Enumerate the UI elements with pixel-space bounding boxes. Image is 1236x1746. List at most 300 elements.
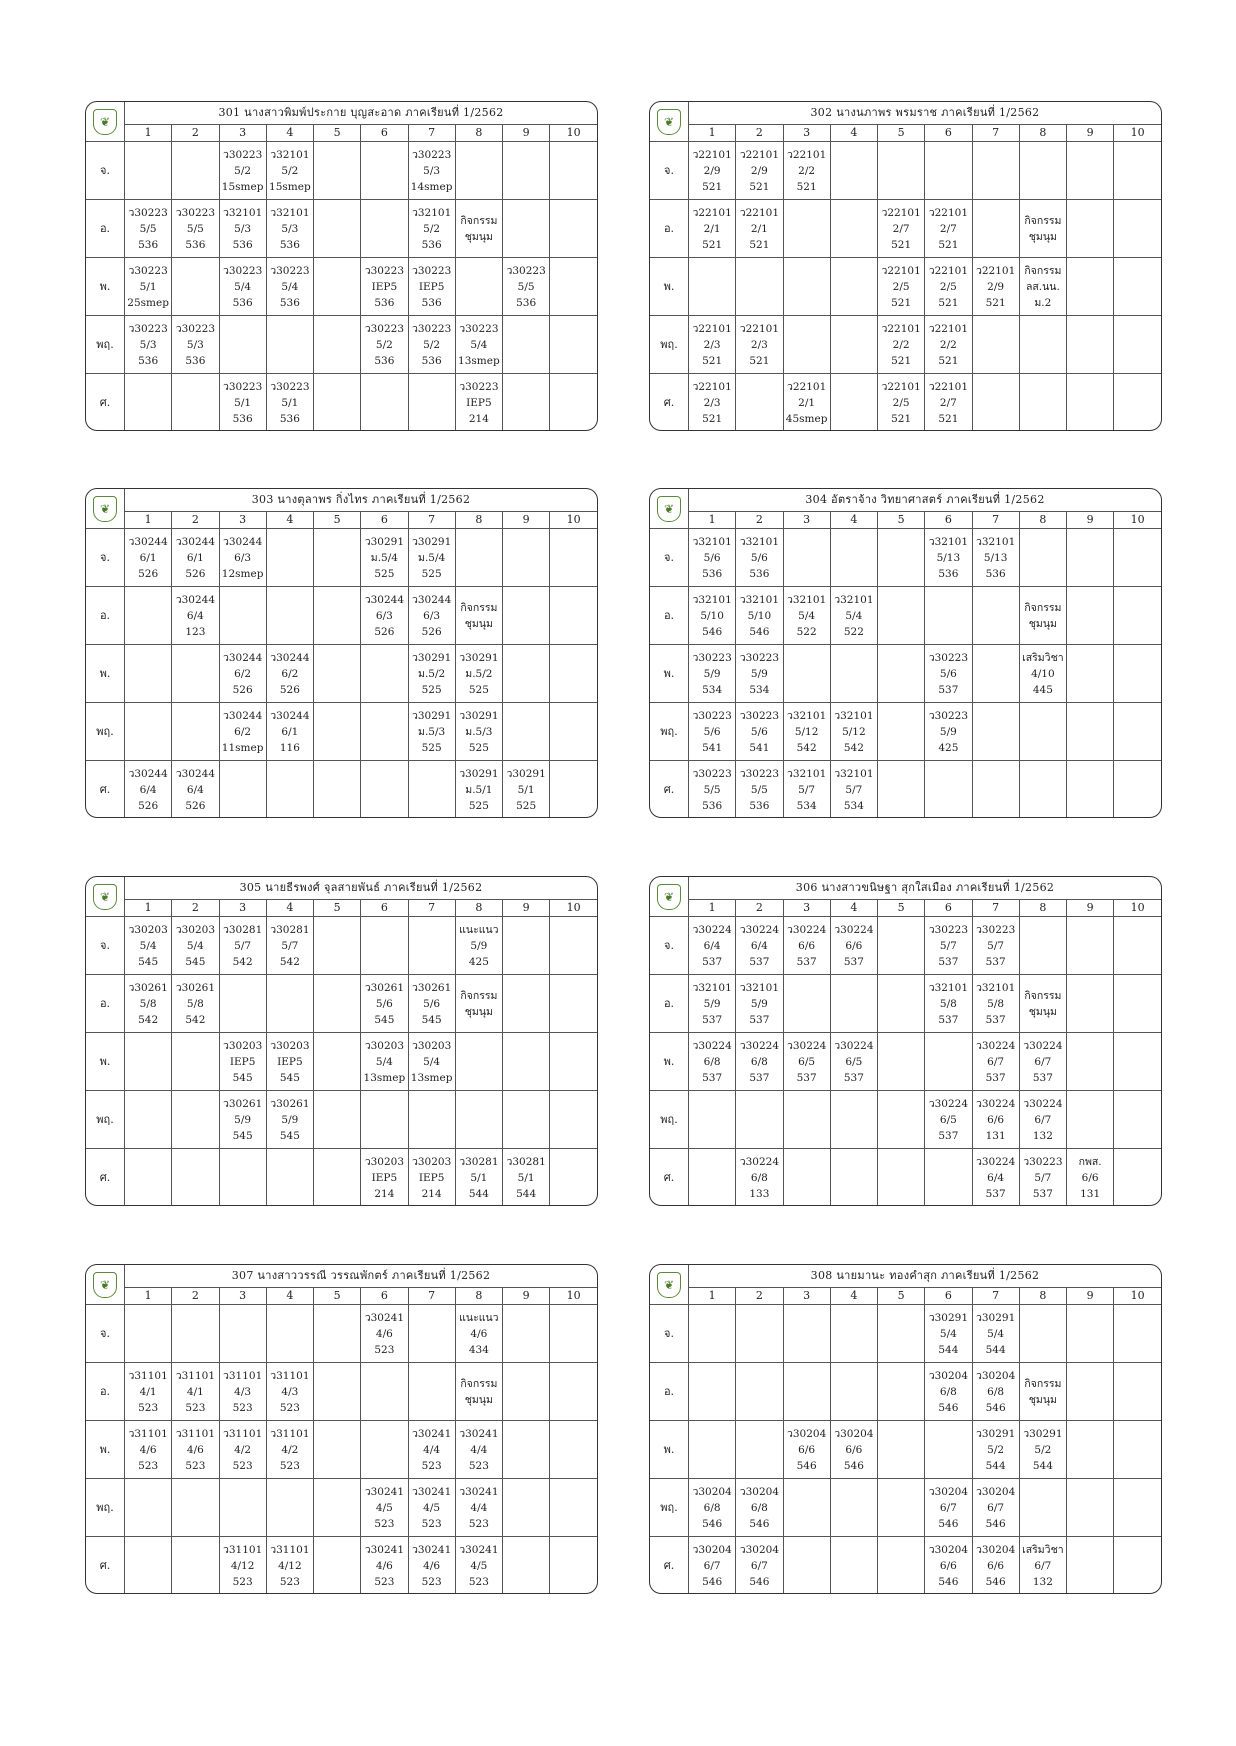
period-number: 4	[266, 1288, 313, 1305]
class-slot-line: 4/12	[230, 1559, 255, 1572]
class-slot	[925, 1537, 972, 1595]
class-slot-line: ม.5/4	[418, 551, 446, 564]
class-slot	[830, 975, 877, 1033]
class-slot-line: 214	[421, 1187, 442, 1200]
class-slot	[1019, 1033, 1066, 1091]
schedule-table	[86, 877, 597, 1206]
class-slot	[503, 142, 550, 200]
class-slot-line: ว30223	[1023, 1155, 1063, 1168]
schedule-table	[650, 102, 1161, 431]
class-slot-line: ว30223	[411, 322, 452, 335]
class-slot	[550, 1149, 597, 1207]
class-slot-line: 542	[138, 1013, 159, 1026]
period-number: 7	[972, 900, 1019, 917]
class-slot	[125, 529, 172, 587]
class-slot-line: ว30223	[739, 709, 780, 722]
class-slot	[1114, 587, 1161, 645]
class-slot	[125, 703, 172, 761]
class-slot-line: 526	[138, 567, 159, 580]
day-label: พฤ.	[86, 316, 125, 374]
period-number: 3	[783, 1288, 830, 1305]
class-slot-line: IEP5	[418, 280, 445, 293]
class-slot	[314, 1537, 361, 1595]
class-slot	[361, 316, 408, 374]
period-number: 1	[689, 125, 736, 142]
class-slot-line: 4/6	[375, 1327, 393, 1340]
class-slot-line: ว22101	[739, 322, 780, 335]
class-slot	[455, 1479, 502, 1537]
class-slot-line: 545	[421, 1013, 442, 1026]
class-slot-line: ว30203	[411, 1155, 452, 1168]
class-slot	[408, 1537, 455, 1595]
class-slot-line: 537	[702, 1071, 723, 1084]
period-number: 5	[314, 512, 361, 529]
class-slot-line: 5/9	[750, 667, 768, 680]
class-slot-line: ว30291	[506, 767, 546, 780]
period-number: 5	[314, 125, 361, 142]
class-slot	[689, 1537, 736, 1595]
class-slot	[925, 1033, 972, 1091]
class-slot-line: ว32101	[786, 593, 827, 606]
class-slot-line: 534	[702, 683, 723, 696]
class-slot	[503, 529, 550, 587]
class-slot-line: 525	[421, 567, 442, 580]
class-slot	[314, 1149, 361, 1207]
class-slot-line: 526	[185, 799, 206, 812]
class-slot-line: 525	[421, 683, 442, 696]
class-slot	[783, 917, 830, 975]
schedule-title: 308 นายมานะ ทองคำสุก ภาคเรียนที่ 1/2562	[689, 1265, 1162, 1288]
day-row	[86, 142, 597, 200]
class-slot-line: 445	[1032, 683, 1053, 696]
class-slot-line: 6/5	[798, 1055, 816, 1068]
class-slot-line: ว30291	[975, 1311, 1016, 1324]
class-slot-line: ว30261	[128, 981, 168, 994]
class-slot-line: กิจกรรม	[1024, 989, 1062, 1002]
class-slot-line: 5/2	[423, 222, 441, 235]
class-slot	[314, 1479, 361, 1537]
class-slot-line: ว30223	[175, 206, 216, 219]
class-slot	[783, 258, 830, 316]
class-slot-line: 5/4	[375, 1055, 393, 1068]
class-slot-line: ว30224	[834, 923, 874, 936]
class-slot-line: 526	[185, 567, 206, 580]
class-slot	[972, 587, 1019, 645]
class-slot	[1067, 1537, 1114, 1595]
period-number: 1	[125, 125, 172, 142]
class-slot	[830, 703, 877, 761]
class-slot	[878, 703, 925, 761]
class-slot	[314, 645, 361, 703]
class-slot	[219, 761, 266, 819]
class-slot	[314, 142, 361, 200]
period-number: 4	[266, 125, 313, 142]
school-logo-cell	[86, 102, 125, 142]
class-slot-line: 5/10	[747, 609, 772, 622]
class-slot-line: ลส.นน.	[1025, 280, 1060, 293]
class-slot-line: 4/4	[470, 1501, 488, 1514]
class-slot-line: ว22101	[739, 148, 780, 161]
class-slot	[1067, 587, 1114, 645]
class-slot-line: 12smep	[221, 567, 264, 580]
class-slot	[689, 529, 736, 587]
class-slot-line: 526	[138, 799, 159, 812]
class-slot-line: 537	[749, 1071, 770, 1084]
class-slot-line: 425	[938, 741, 959, 754]
class-slot	[689, 374, 736, 432]
class-slot	[1019, 529, 1066, 587]
period-number: 8	[1019, 900, 1066, 917]
class-slot-line: 6/6	[798, 939, 816, 952]
period-number: 6	[361, 512, 408, 529]
class-slot-line: ว30224	[975, 1039, 1016, 1052]
class-slot-line: 132	[1032, 1129, 1053, 1142]
class-slot	[455, 1421, 502, 1479]
class-slot-line: 434	[468, 1343, 489, 1356]
day-row	[650, 1421, 1161, 1479]
class-slot-line: 5/7	[234, 939, 252, 952]
class-slot-line: 5/7	[281, 939, 299, 952]
day-row	[86, 975, 597, 1033]
day-row	[650, 703, 1161, 761]
class-slot-line: 2/3	[703, 338, 721, 351]
class-slot-line: ว30281	[222, 923, 263, 936]
class-slot	[503, 1479, 550, 1537]
class-slot-line: ว32101	[739, 535, 780, 548]
class-slot	[266, 1091, 313, 1149]
day-row	[86, 258, 597, 316]
class-slot-line: 2/2	[892, 338, 910, 351]
class-slot	[878, 258, 925, 316]
day-label: อ.	[86, 587, 125, 645]
class-slot-line: ว30223	[739, 651, 780, 664]
class-slot-line: 536	[374, 296, 395, 309]
class-slot-line: 5/7	[798, 783, 816, 796]
class-slot	[455, 1091, 502, 1149]
class-slot	[1067, 1421, 1114, 1479]
class-slot-line: 5/8	[139, 997, 157, 1010]
class-slot	[1114, 1479, 1161, 1537]
class-slot	[830, 1363, 877, 1421]
class-slot-line: 546	[749, 1575, 770, 1588]
class-slot	[1067, 1363, 1114, 1421]
class-slot	[361, 761, 408, 819]
class-slot-line: 536	[702, 567, 723, 580]
class-slot-line: 116	[279, 741, 300, 754]
class-slot	[266, 374, 313, 432]
class-slot	[783, 645, 830, 703]
class-slot	[736, 529, 783, 587]
class-slot	[219, 142, 266, 200]
class-slot-line: 2/1	[798, 396, 816, 409]
schedule-title: 304 อัตราจ้าง วิทยาศาสตร์ ภาคเรียนที่ 1/2562	[689, 489, 1162, 512]
class-slot	[408, 1149, 455, 1207]
period-number: 2	[736, 900, 783, 917]
class-slot	[408, 703, 455, 761]
class-slot	[219, 1149, 266, 1207]
class-slot-line: ชุมนุม	[464, 1393, 493, 1406]
class-slot-line: ว30204	[975, 1543, 1016, 1556]
class-slot	[361, 1149, 408, 1207]
class-slot-line: 5/4	[845, 609, 863, 622]
class-slot-line: ว31101	[128, 1369, 168, 1382]
class-slot-line: 5/1	[517, 783, 535, 796]
class-slot	[266, 645, 313, 703]
class-slot-line: 523	[468, 1459, 489, 1472]
class-slot	[783, 1091, 830, 1149]
class-slot-line: 2/2	[939, 338, 957, 351]
class-slot	[1067, 200, 1114, 258]
class-slot-line: ว30241	[364, 1485, 405, 1498]
class-slot	[925, 1479, 972, 1537]
class-slot	[1019, 316, 1066, 374]
class-slot-line: 523	[468, 1517, 489, 1530]
class-slot-line: 6/6	[987, 1559, 1005, 1572]
class-slot-line: 536	[232, 238, 253, 251]
class-slot-line: 5/8	[186, 997, 204, 1010]
class-slot	[219, 1305, 266, 1363]
class-slot-line: ชุมนุม	[464, 230, 493, 243]
class-slot	[455, 645, 502, 703]
day-row	[650, 1091, 1161, 1149]
class-slot-line: ว30203	[411, 1039, 452, 1052]
class-slot	[550, 529, 597, 587]
period-number: 5	[878, 900, 925, 917]
class-slot-line: 6/7	[987, 1501, 1005, 1514]
class-slot-line: 6/3	[375, 609, 393, 622]
period-number: 10	[550, 125, 597, 142]
period-number: 7	[972, 125, 1019, 142]
class-slot-line: 536	[138, 238, 159, 251]
period-number: 2	[172, 512, 219, 529]
class-slot	[1114, 1305, 1161, 1363]
schedule-title: 305 นายธีรพงศ์ จุลสายพันธ์ ภาคเรียนที่ 1/2562	[125, 877, 598, 900]
class-slot-line: 6/3	[234, 551, 252, 564]
class-slot	[455, 917, 502, 975]
class-slot-line: ว32101	[975, 981, 1016, 994]
class-slot-line: 521	[749, 238, 770, 251]
class-slot	[736, 1363, 783, 1421]
school-emblem-icon: ❦	[93, 1272, 117, 1298]
class-slot	[503, 645, 550, 703]
class-slot	[783, 1033, 830, 1091]
class-slot	[689, 645, 736, 703]
period-number: 7	[408, 1288, 455, 1305]
day-label: พฤ.	[650, 703, 689, 761]
class-slot-line: 545	[279, 1071, 300, 1084]
day-row	[86, 703, 597, 761]
class-slot	[736, 1537, 783, 1595]
period-number: 2	[736, 512, 783, 529]
class-slot-line: 522	[796, 625, 817, 638]
class-slot-line: 521	[702, 238, 723, 251]
period-number: 8	[1019, 512, 1066, 529]
class-slot-line: 5/6	[750, 725, 768, 738]
class-slot	[266, 1479, 313, 1537]
day-label: พ.	[650, 258, 689, 316]
school-logo-cell	[86, 1265, 125, 1305]
class-slot	[455, 1363, 502, 1421]
class-slot-line: ว30224	[834, 1039, 874, 1052]
school-logo-cell	[650, 489, 689, 529]
class-slot	[550, 1421, 597, 1479]
class-slot-line: 536	[985, 567, 1006, 580]
school-emblem-icon: ❦	[93, 109, 117, 135]
period-number: 6	[361, 1288, 408, 1305]
class-slot-line: 5/8	[987, 997, 1005, 1010]
class-slot-line: กิจกรรม	[460, 214, 498, 227]
class-slot-line: ว31101	[128, 1427, 168, 1440]
class-slot-line: ว30223	[222, 380, 263, 393]
period-number: 3	[783, 900, 830, 917]
class-slot	[550, 587, 597, 645]
class-slot-line: 2/5	[892, 280, 910, 293]
period-number: 9	[503, 512, 550, 529]
class-slot-line: 6/6	[845, 1443, 863, 1456]
class-slot-line: ว30224	[975, 1097, 1016, 1110]
period-number: 3	[219, 125, 266, 142]
class-slot	[408, 258, 455, 316]
class-slot-line: 537	[843, 955, 864, 968]
class-slot-line: 5/6	[423, 997, 441, 1010]
class-slot	[1067, 374, 1114, 432]
class-slot-line: ว30223	[459, 322, 499, 335]
class-slot-line: 4/6	[186, 1443, 204, 1456]
class-slot-line: 4/2	[234, 1443, 252, 1456]
class-slot-line: 521	[749, 354, 770, 367]
class-slot-line: ว30244	[222, 709, 263, 722]
class-slot	[830, 1305, 877, 1363]
class-slot	[878, 645, 925, 703]
class-slot	[361, 529, 408, 587]
class-slot	[736, 587, 783, 645]
class-slot	[1114, 374, 1161, 432]
class-slot-line: 13smep	[458, 354, 500, 367]
class-slot-line: 14smep	[410, 180, 453, 193]
class-slot-line: แนะแนว	[459, 923, 499, 936]
class-slot	[1067, 1479, 1114, 1537]
class-slot-line: 536	[185, 354, 206, 367]
class-slot-line: 6/2	[281, 667, 299, 680]
class-slot	[172, 761, 219, 819]
period-number: 10	[550, 1288, 597, 1305]
period-number: 1	[689, 1288, 736, 1305]
class-slot	[314, 200, 361, 258]
class-slot	[503, 587, 550, 645]
class-slot	[314, 703, 361, 761]
class-slot	[1114, 529, 1161, 587]
class-slot	[972, 1479, 1019, 1537]
day-label: ศ.	[650, 1149, 689, 1207]
class-slot-line: 544	[985, 1459, 1006, 1472]
class-slot-line: ว32101	[739, 593, 780, 606]
class-slot-line: 6/4	[987, 1171, 1005, 1184]
class-slot-line: 536	[279, 412, 300, 425]
class-slot-line: ว32101	[928, 981, 969, 994]
class-slot-line: 523	[421, 1459, 442, 1472]
class-slot-line: 536	[421, 354, 442, 367]
class-slot	[125, 1149, 172, 1207]
day-row	[86, 1421, 597, 1479]
class-slot	[783, 374, 830, 432]
class-slot-line: 537	[985, 1187, 1006, 1200]
class-slot	[219, 1479, 266, 1537]
class-slot	[550, 761, 597, 819]
class-slot-line: ว30204	[975, 1369, 1016, 1382]
day-row	[86, 917, 597, 975]
class-slot-line: 537	[749, 955, 770, 968]
class-slot-line: 131	[1080, 1187, 1101, 1200]
class-slot	[830, 529, 877, 587]
class-slot	[830, 587, 877, 645]
period-number: 6	[925, 900, 972, 917]
class-slot	[878, 1305, 925, 1363]
class-slot	[830, 374, 877, 432]
day-row	[650, 374, 1161, 432]
class-slot	[503, 316, 550, 374]
class-slot	[1067, 917, 1114, 975]
class-slot-line: 523	[468, 1575, 489, 1588]
class-slot-line: กพส.	[1078, 1155, 1102, 1168]
class-slot	[266, 200, 313, 258]
class-slot-line: ว31101	[175, 1427, 216, 1440]
class-slot	[455, 529, 502, 587]
day-label: ศ.	[86, 1149, 125, 1207]
class-slot	[172, 587, 219, 645]
class-slot	[1019, 374, 1066, 432]
class-slot	[1067, 258, 1114, 316]
class-slot	[172, 374, 219, 432]
day-row	[86, 374, 597, 432]
class-slot	[878, 142, 925, 200]
class-slot	[736, 316, 783, 374]
class-slot	[972, 975, 1019, 1033]
class-slot	[219, 1363, 266, 1421]
class-slot-line: ว30223	[459, 380, 499, 393]
class-slot-line: ว30244	[175, 767, 216, 780]
class-slot	[736, 1421, 783, 1479]
day-label: ศ.	[86, 1537, 125, 1595]
class-slot	[1019, 703, 1066, 761]
period-number: 7	[408, 900, 455, 917]
class-slot-line: 521	[702, 354, 723, 367]
class-slot-line: IEP5	[277, 1055, 303, 1068]
class-slot	[361, 1033, 408, 1091]
class-slot	[925, 258, 972, 316]
class-slot-line: 544	[468, 1187, 489, 1200]
class-slot	[925, 703, 972, 761]
period-number: 4	[266, 900, 313, 917]
class-slot-line: 537	[796, 1071, 817, 1084]
schedule-title: 303 นางตุลาพร กิ่งไทร ภาคเรียนที่ 1/2562	[125, 489, 598, 512]
class-slot-line: ว30241	[411, 1485, 452, 1498]
class-slot-line: ว30244	[411, 593, 452, 606]
day-label: พ.	[650, 1421, 689, 1479]
class-slot	[925, 761, 972, 819]
class-slot	[878, 374, 925, 432]
class-slot-line: 5/4	[234, 280, 252, 293]
class-slot	[878, 529, 925, 587]
class-slot-line: 537	[1032, 1071, 1053, 1084]
class-slot	[219, 703, 266, 761]
class-slot	[266, 1421, 313, 1479]
class-slot-line: ว30241	[459, 1427, 499, 1440]
class-slot-line: แนะแนว	[459, 1311, 499, 1324]
class-slot-line: 545	[138, 955, 159, 968]
class-slot	[503, 1537, 550, 1595]
class-slot	[266, 917, 313, 975]
class-slot-line: 2/9	[703, 164, 721, 177]
